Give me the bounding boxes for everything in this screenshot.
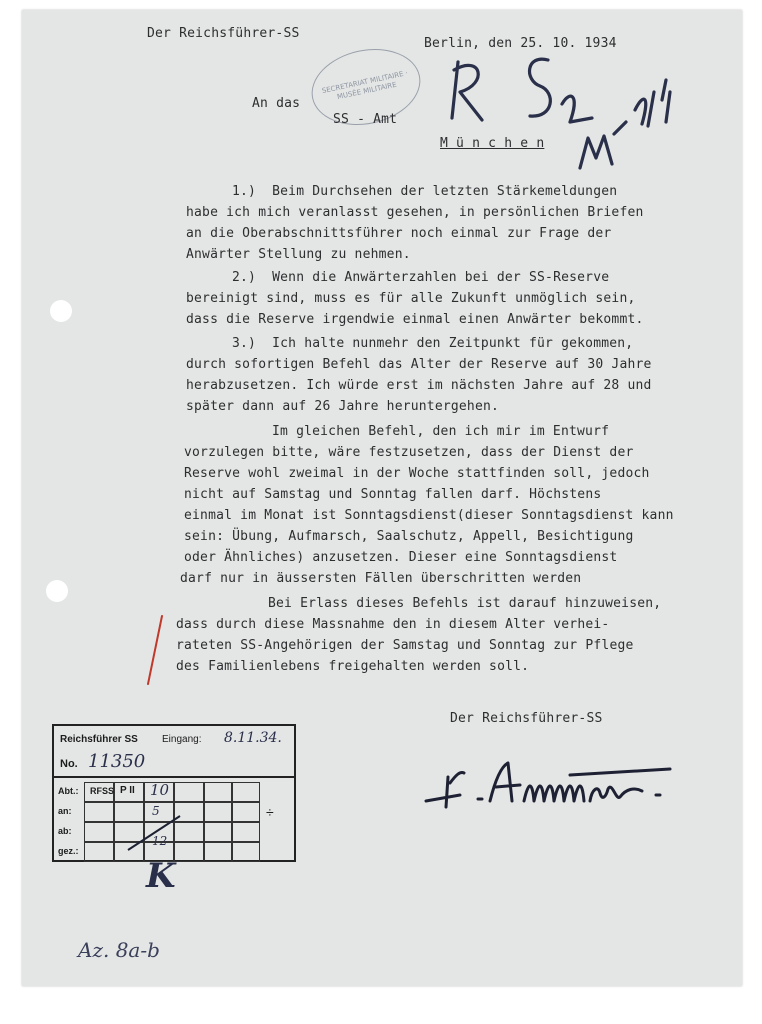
body-line: Im gleichen Befehl, den ich mir im Entwurf	[272, 424, 610, 439]
punch-hole-upper	[50, 300, 72, 322]
body-line: oder Ähnliches) anzusetzen. Dieser eine Sonntagsdienst	[184, 550, 618, 565]
recipient-city: M ü n c h e n	[440, 136, 545, 151]
file-reference: Az. 8a-b	[78, 938, 160, 962]
recipient-line2: SS - Amt	[333, 112, 398, 127]
registry-cell	[204, 802, 232, 822]
signature-icon	[420, 745, 690, 815]
punch-hole-lower	[46, 580, 68, 602]
registry-no-label: No.	[60, 758, 78, 770]
registry-cell	[204, 842, 232, 862]
registry-divider	[54, 776, 294, 778]
registry-cell	[232, 782, 260, 802]
registry-cell-10: 10	[150, 781, 170, 799]
place-date: Berlin, den 25. 10. 1934	[424, 36, 617, 51]
body-line: Anwärter Stellung zu nehmen.	[186, 247, 411, 262]
body-line: an die Oberabschnittsführer noch einmal zur Frage der	[186, 226, 612, 241]
registry-mark-ab: 12	[152, 834, 168, 848]
registry-cell	[232, 802, 260, 822]
registry-cell	[174, 782, 204, 802]
body-line: durch sofortigen Befehl das Alter der Reserve auf 30 Jahre	[186, 357, 652, 372]
registry-eingang-value: 8.11.34.	[224, 730, 282, 746]
body-line: Reserve wohl zweimal in der Woche stattfinden soll, jedoch	[184, 466, 650, 481]
body-line: rateten SS-Angehörigen der Samstag und Sonntag zur Pflege	[176, 638, 634, 653]
registry-cell	[232, 822, 260, 842]
body-line: bereinigt sind, muss es für alle Zukunft unmöglich sein,	[186, 291, 636, 306]
registry-row-abt: Abt.:	[58, 786, 79, 796]
registry-cell	[84, 822, 114, 842]
registry-cell	[232, 842, 260, 862]
registry-row-ab: ab:	[58, 826, 72, 836]
body-line: des Familienlebens freigehalten werden soll.	[176, 659, 530, 674]
body-line: darf nur in äussersten Fällen überschritten werden	[180, 571, 582, 586]
registry-cell-rfss: RFSS	[90, 786, 115, 796]
sender-header: Der Reichsführer-SS	[147, 26, 300, 41]
registry-no-value: 11350	[88, 751, 146, 772]
body-line: nicht auf Samstag und Sonntag fallen darf. Höchstens	[184, 487, 602, 502]
body-line: dass die Reserve irgendwie einmal einen Anwärter bekommt.	[186, 312, 644, 327]
recipient-line1: An das	[252, 96, 301, 111]
body-line: 3.) Ich halte nunmehr den Zeitpunkt für gekommen,	[232, 336, 634, 351]
registry-cell	[84, 842, 114, 862]
body-line: dass durch diese Massnahme den in diesem Alter verhei-	[176, 617, 610, 632]
registry-office: Reichsführer SS	[60, 734, 138, 745]
body-line: herabzusetzen. Ich würde erst im nächsten Jahre auf 28 und	[186, 378, 652, 393]
registry-row-gez: gez.:	[58, 846, 79, 856]
registry-cell	[84, 802, 114, 822]
red-pencil-mark	[140, 610, 170, 690]
handwritten-initials	[430, 40, 690, 170]
registry-eingang-label: Eingang:	[162, 734, 202, 745]
registry-strike-icon	[124, 810, 184, 856]
registry-side-mark: ÷	[266, 804, 274, 820]
registry-stamp	[52, 724, 296, 862]
registry-row-an: an:	[58, 806, 72, 816]
body-line: später dann auf 26 Jahre heruntergehen.	[186, 399, 500, 414]
registry-cell	[204, 782, 232, 802]
registry-cell	[204, 822, 232, 842]
registry-cell-p2: P II	[120, 785, 135, 796]
body-line: 1.) Beim Durchsehen der letzten Stärkemeldungen	[232, 184, 618, 199]
body-line: 2.) Wenn die Anwärterzahlen bei der SS-Reserve	[232, 270, 610, 285]
registry-mark-an: 5	[152, 804, 160, 818]
registry-initial: K	[146, 856, 176, 896]
body-line: habe ich mich veranlasst gesehen, in persönlichen Briefen	[186, 205, 644, 220]
museum-stamp-text: SECRETARIAT MILITAIRE · MUSÉE MILITAIRE	[321, 69, 409, 102]
closing-line: Der Reichsführer-SS	[450, 711, 603, 726]
body-line: vorzulegen bitte, wäre festzusetzen, dass der Dienst der	[184, 445, 634, 460]
body-line: einmal im Monat ist Sonntagsdienst(dieser Sonntagsdienst kann	[184, 508, 674, 523]
body-line: Bei Erlass dieses Befehls ist darauf hinzuweisen,	[268, 596, 662, 611]
body-line: sein: Übung, Aufmarsch, Saalschutz, Appell, Besichtigung	[184, 529, 634, 544]
